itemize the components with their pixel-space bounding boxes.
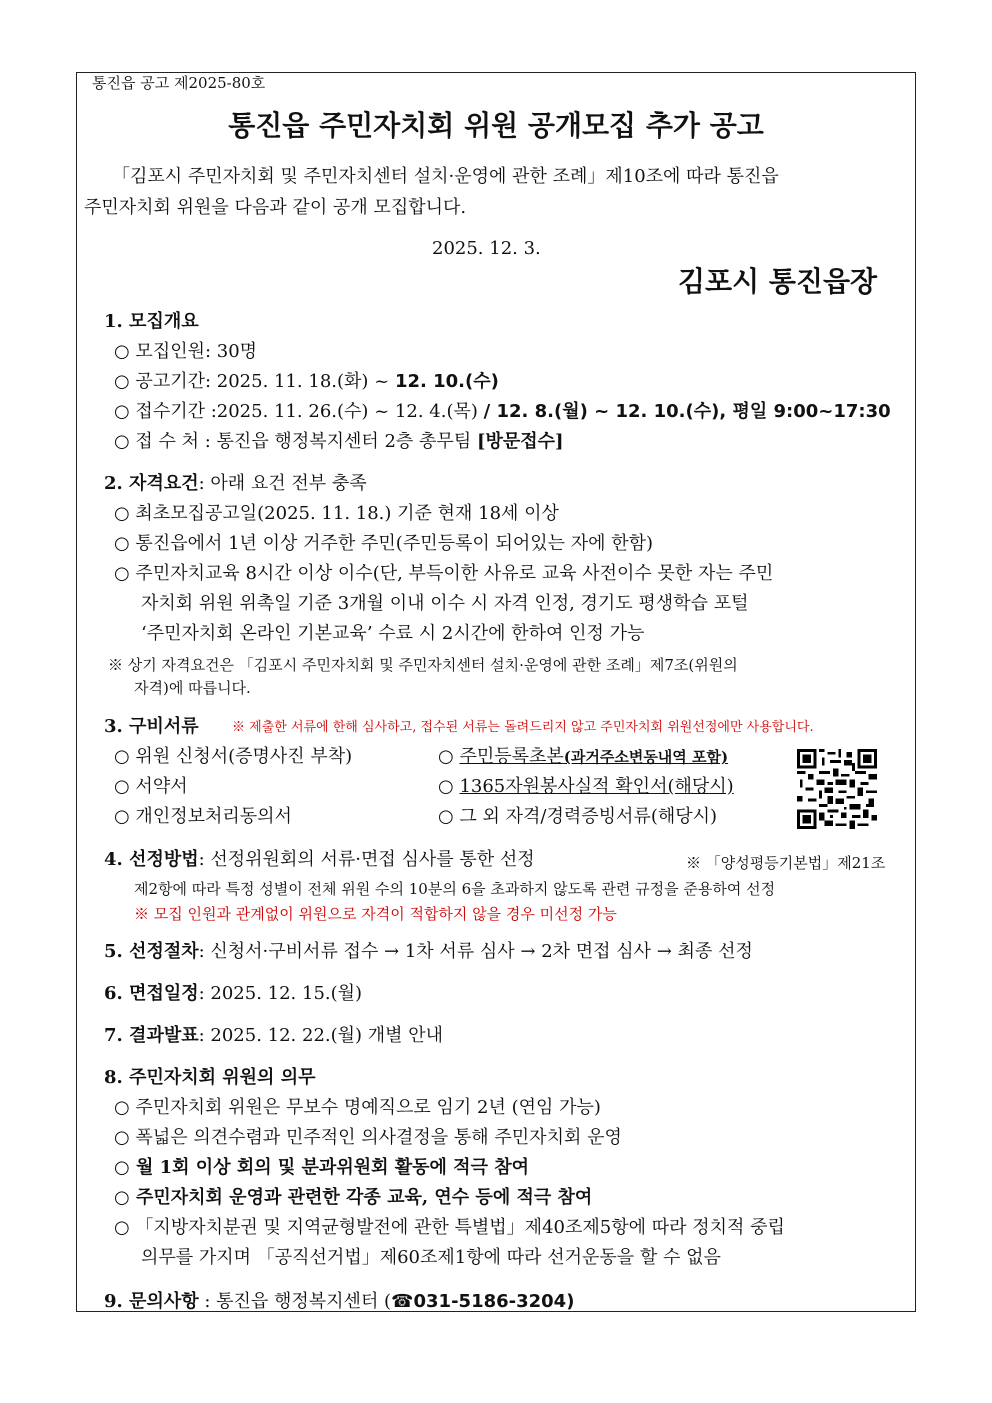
phone-icon: ☎	[391, 1291, 414, 1312]
section-1-heading: 1. 모집개요	[104, 311, 199, 332]
section-5	[104, 941, 753, 963]
s3-doc-volunteer	[438, 776, 734, 798]
s2-item-2: ○ 통진읍에서 1년 이상 거주한 주민(주민등록이 되어있는 자에 한함)	[114, 533, 654, 554]
qr-code[interactable]	[797, 749, 877, 829]
s8-item-4: ○ 주민자치회 운영과 관련한 각종 교육, 연수 등에 적극 참여	[114, 1187, 593, 1208]
s8-item-5a: ○ 「지방자치분권 및 지역균형발전에 관한 특별법」제40조제5항에 따라 정치적 중립	[114, 1217, 785, 1238]
s2-item-1: ○ 최초모집공고일(2025. 11. 18.) 기준 현재 18세 이상	[114, 503, 559, 524]
s7-heading-label: 7. 결과발표	[104, 1025, 199, 1046]
section-4-heading	[104, 849, 535, 871]
notice-date: 2025. 12. 3.	[432, 238, 541, 259]
s9-phone-number: 031-5186-3204)	[413, 1291, 575, 1312]
s3-doc-resident-abstract	[438, 746, 728, 768]
s1-period-text: ○ 공고기간: 2025. 11. 18.(화) ~	[114, 371, 395, 392]
s2-note-a: ※ 상기 자격요건은 「김포시 주민자치회 및 주민자치센터 설치·운영에 관한 조례」제7조(위원의	[108, 656, 738, 674]
s8-item-1: ○ 주민자치회 위원은 무보수 명예직으로 임기 2년 (연임 가능)	[114, 1097, 601, 1118]
s9-text: : 통진읍 행정복지센터 (	[198, 1291, 392, 1312]
section-2-heading	[104, 473, 367, 495]
s9-heading-label: 9. 문의사항	[104, 1291, 199, 1312]
s6-text: : 2025. 12. 15.(월)	[198, 983, 363, 1004]
s3-note: ※ 제출한 서류에 한해 심사하고, 접수된 서류는 돌려드리지 않고 주민자치회 위원선정에만 사용합니다.	[232, 720, 814, 735]
s1-place-text: ○ 접 수 처 : 통진읍 행정복지센터 2층 총무팀	[114, 431, 477, 452]
s3-bullet: ○	[438, 776, 460, 797]
s4-note-a: ※ 「양성평등기본법」제21조	[686, 854, 886, 872]
s2-heading-text: : 아래 요건 전부 충족	[198, 473, 367, 494]
s3-bullet: ○	[438, 746, 460, 767]
s8-item-2: ○ 폭넓은 의견수렴과 민주적인 의사결정을 통해 주민자치회 운영	[114, 1127, 622, 1148]
section-7	[104, 1025, 443, 1047]
s1-reception	[114, 401, 891, 423]
section-3-heading: 3. 구비서류	[104, 716, 199, 737]
s2-note-b: 자격)에 따릅니다.	[134, 679, 251, 697]
page-title: 통진읍 주민자치회 위원 공개모집 추가 공고	[228, 109, 764, 142]
intro-line-2: 주민자치회 위원을 다음과 같이 공개 모집합니다.	[84, 197, 467, 218]
s3-doc-application: ○ 위원 신청서(증명사진 부착)	[114, 746, 353, 767]
notice-number: 통진읍 공고 제2025-80호	[92, 74, 266, 92]
s1-period	[114, 371, 499, 393]
section-9	[104, 1291, 574, 1313]
s1-reception-extra: / 12. 8.(월) ~ 12. 10.(수), 평일 9:00~17:30	[483, 401, 891, 422]
s1-quota: ○ 모집인원: 30명	[114, 341, 258, 362]
issuer-signature: 김포시 통진읍장	[678, 265, 878, 298]
s1-reception-text: ○ 접수기간 :2025. 11. 26.(수) ~ 12. 4.(목)	[114, 401, 484, 422]
s4-note-c: ※ 모집 인원과 관계없이 위원으로 자격이 적합하지 않을 경우 미선정 가능	[134, 905, 617, 923]
s1-place-visit: [방문접수]	[476, 431, 564, 452]
s5-heading-label: 5. 선정절차	[104, 941, 199, 962]
s3-volunteer-label: 1365자원봉사실적 확인서(해당시)	[459, 776, 734, 797]
s5-text: : 신청서·구비서류 접수 → 1차 서류 심사 → 2차 면접 심사 → 최종 선정	[198, 941, 753, 962]
s2-item-3b: 자치회 위원 위촉일 기준 3개월 이내 이수 시 자격 인정, 경기도 평생학습 포털	[141, 593, 749, 614]
s4-heading-label: 4. 선정방법	[104, 849, 199, 870]
s3-doc-pledge: ○ 서약서	[114, 776, 188, 797]
s1-period-end: 12. 10.(수)	[394, 371, 499, 392]
s3-doc-privacy: ○ 개인정보처리동의서	[114, 806, 292, 827]
section-8-heading: 8. 주민자치회 위원의 의무	[104, 1067, 316, 1088]
s2-heading-label: 2. 자격요건	[104, 473, 199, 494]
s8-item-5b: 의무를 가지며 「공직선거법」제60조제1항에 따라 선거운동을 할 수 없음	[141, 1247, 721, 1268]
s8-item-3: ○ 월 1회 이상 회의 및 분과위원회 활동에 적극 참여	[114, 1157, 529, 1178]
s4-note-b: 제2항에 따라 특정 성별이 전체 위원 수의 10분의 6을 초과하지 않도록 관련 규정을 준용하여 선정	[134, 880, 776, 898]
section-6	[104, 983, 362, 1005]
s3-resident-abstract-detail: (과거주소변동내역 포함)	[563, 748, 729, 766]
s3-doc-other: ○ 그 외 자격/경력증빙서류(해당시)	[438, 806, 718, 827]
s3-resident-abstract-label: 주민등록초본	[459, 746, 564, 767]
s1-place	[114, 431, 564, 453]
s2-item-3c: ‘주민자치회 온라인 기본교육’ 수료 시 2시간에 한하여 인정 가능	[141, 623, 645, 644]
intro-line-1: 「김포시 주민자치회 및 주민자치센터 설치·운영에 관한 조례」제10조에 따라 통진읍	[112, 166, 779, 187]
s2-item-3a: ○ 주민자치교육 8시간 이상 이수(단, 부득이한 사유로 교육 사전이수 못한 자는 주민	[114, 563, 774, 584]
s7-text: : 2025. 12. 22.(월) 개별 안내	[198, 1025, 444, 1046]
s4-heading-text: : 선정위원회의 서류·면접 심사를 통한 선정	[198, 849, 535, 870]
s6-heading-label: 6. 면접일정	[104, 983, 199, 1004]
